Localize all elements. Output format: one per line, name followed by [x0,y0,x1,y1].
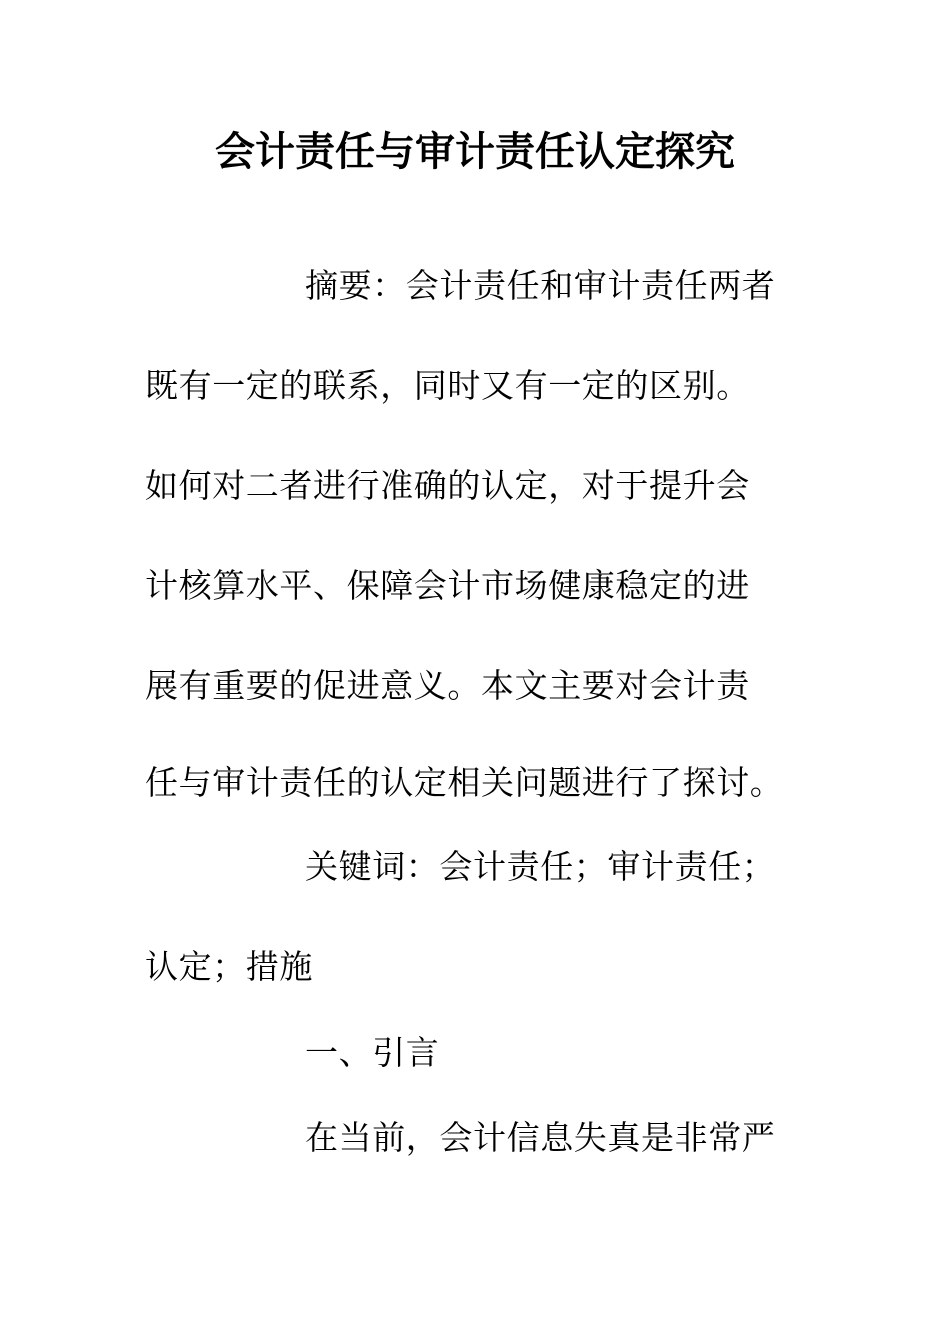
section-heading-introduction: 一、引言 [305,1033,440,1072]
keywords-line-1: 关键词：会计责任；审计责任； [305,847,776,886]
abstract-line-6: 任与审计责任的认定相关问题进行了探讨。 [145,763,784,802]
document-title: 会计责任与审计责任认定探究 [215,128,735,175]
abstract-line-1: 摘要：会计责任和审计责任两者 [305,266,776,305]
abstract-line-4: 计核算水平、保障会计市场健康稳定的进 [145,566,750,605]
abstract-line-5: 展有重要的促进意义。本文主要对会计责 [145,666,750,705]
abstract-line-2: 既有一定的联系，同时又有一定的区别。 [145,366,750,405]
keywords-line-2: 认定；措施 [145,947,313,986]
abstract-line-3: 如何对二者进行准确的认定，对于提升会 [145,466,750,505]
body-paragraph-line-1: 在当前，会计信息失真是非常严 [305,1118,776,1157]
